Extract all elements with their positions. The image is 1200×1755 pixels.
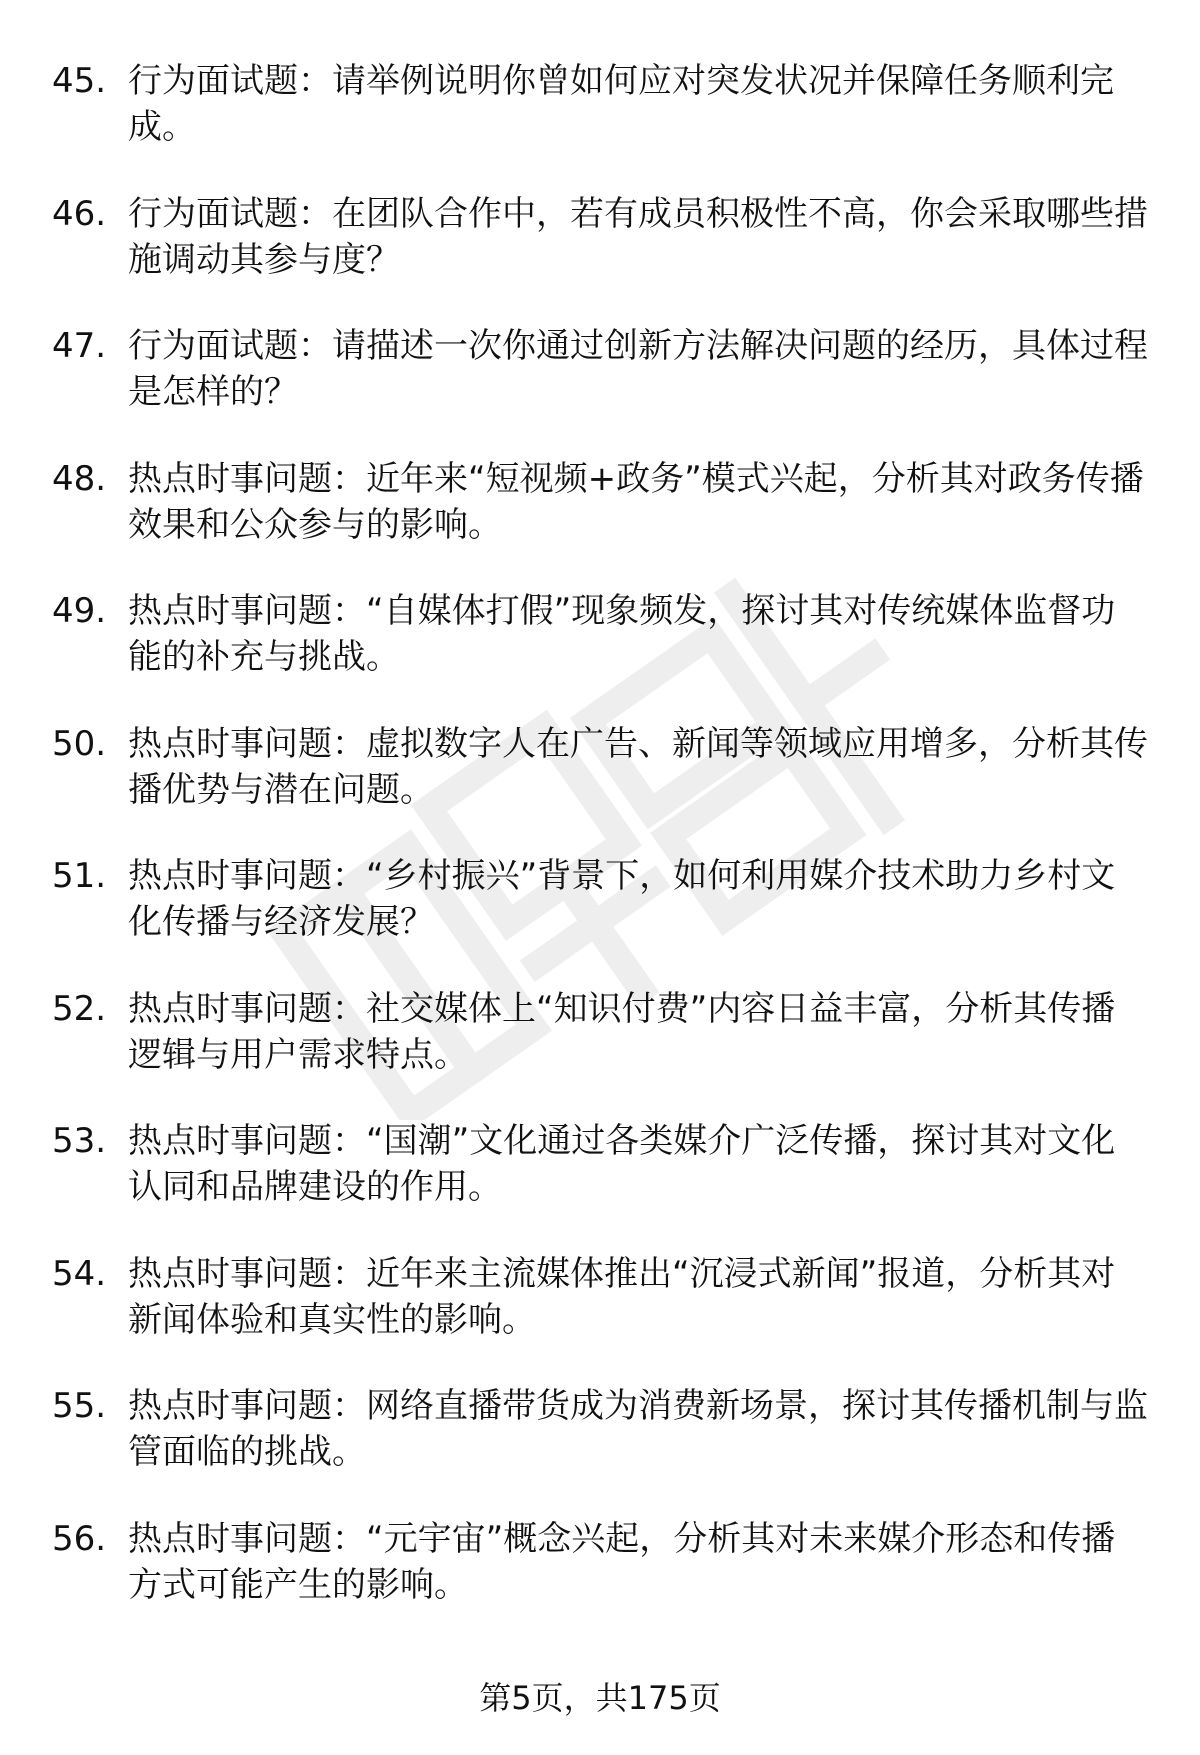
- question-number: 50.: [52, 723, 107, 764]
- list-item: [0, 1251, 1200, 1384]
- question-number: 45.: [52, 61, 107, 101]
- list-item: [0, 986, 1200, 1119]
- question-number: 55.: [52, 1386, 107, 1426]
- question-number: 52.: [52, 988, 107, 1029]
- list-item: [0, 191, 1200, 324]
- question-number: 54.: [52, 1253, 107, 1294]
- question-list: [0, 58, 1200, 1648]
- question-number: 56.: [52, 1518, 107, 1559]
- question-text: 热点时事问题：近年来主流媒体推出“沉浸式新闻”报道，分析其对新闻体验和真实性的影响。: [128, 1253, 1116, 1340]
- question-number: 46.: [52, 193, 107, 234]
- question-text: 热点时事问题：社交媒体上“知识付费”内容日益丰富，分析其传播逻辑与用户需求特点。: [128, 988, 1116, 1075]
- list-item: [0, 721, 1200, 854]
- question-text: 热点时事问题：“乡村振兴”背景下，如何利用媒介技术助力乡村文化传播与经济发展？: [128, 856, 1116, 942]
- list-item: [0, 1383, 1200, 1516]
- list-item: [0, 58, 1200, 191]
- list-item: [0, 1516, 1200, 1649]
- question-text: 热点时事问题：虚拟数字人在广告、新闻等领域应用增多，分析其传播优势与潜在问题。: [128, 723, 1148, 810]
- question-text: 热点时事问题：“元宇宙”概念兴起，分析其对未来媒介形态和传播方式可能产生的影响。: [128, 1518, 1116, 1605]
- page-footer: 第5页，共175页: [479, 1679, 721, 1717]
- question-number: 47.: [52, 326, 107, 366]
- question-number: 51.: [52, 856, 107, 896]
- question-text: 行为面试题：请举例说明你曾如何应对突发状况并保障任务顺利完成。: [128, 61, 1114, 147]
- question-text: 热点时事问题：“国潮”文化通过各类媒介广泛传播，探讨其对文化认同和品牌建设的作用。: [128, 1121, 1116, 1207]
- question-number: 48.: [52, 458, 107, 499]
- list-item: [0, 588, 1200, 721]
- question-number: 53.: [52, 1121, 107, 1161]
- question-text: 行为面试题：在团队合作中，若有成员积极性不高，你会采取哪些措施调动其参与度？: [128, 193, 1148, 280]
- question-number: 49.: [52, 591, 107, 631]
- question-text: 热点时事问题：“自媒体打假”现象频发，探讨其对传统媒体监督功能的补充与挑战。: [128, 591, 1116, 677]
- list-item: [0, 323, 1200, 456]
- question-text: 热点时事问题：网络直播带货成为消费新场景，探讨其传播机制与监管面临的挑战。: [128, 1386, 1148, 1472]
- question-text: 热点时事问题：近年来“短视频+政务”模式兴起，分析其对政务传播效果和公众参与的影响。: [128, 458, 1144, 545]
- list-item: [0, 853, 1200, 986]
- list-item: [0, 456, 1200, 589]
- list-item: [0, 1118, 1200, 1251]
- question-text: 行为面试题：请描述一次你通过创新方法解决问题的经历，具体过程是怎样的？: [128, 326, 1148, 412]
